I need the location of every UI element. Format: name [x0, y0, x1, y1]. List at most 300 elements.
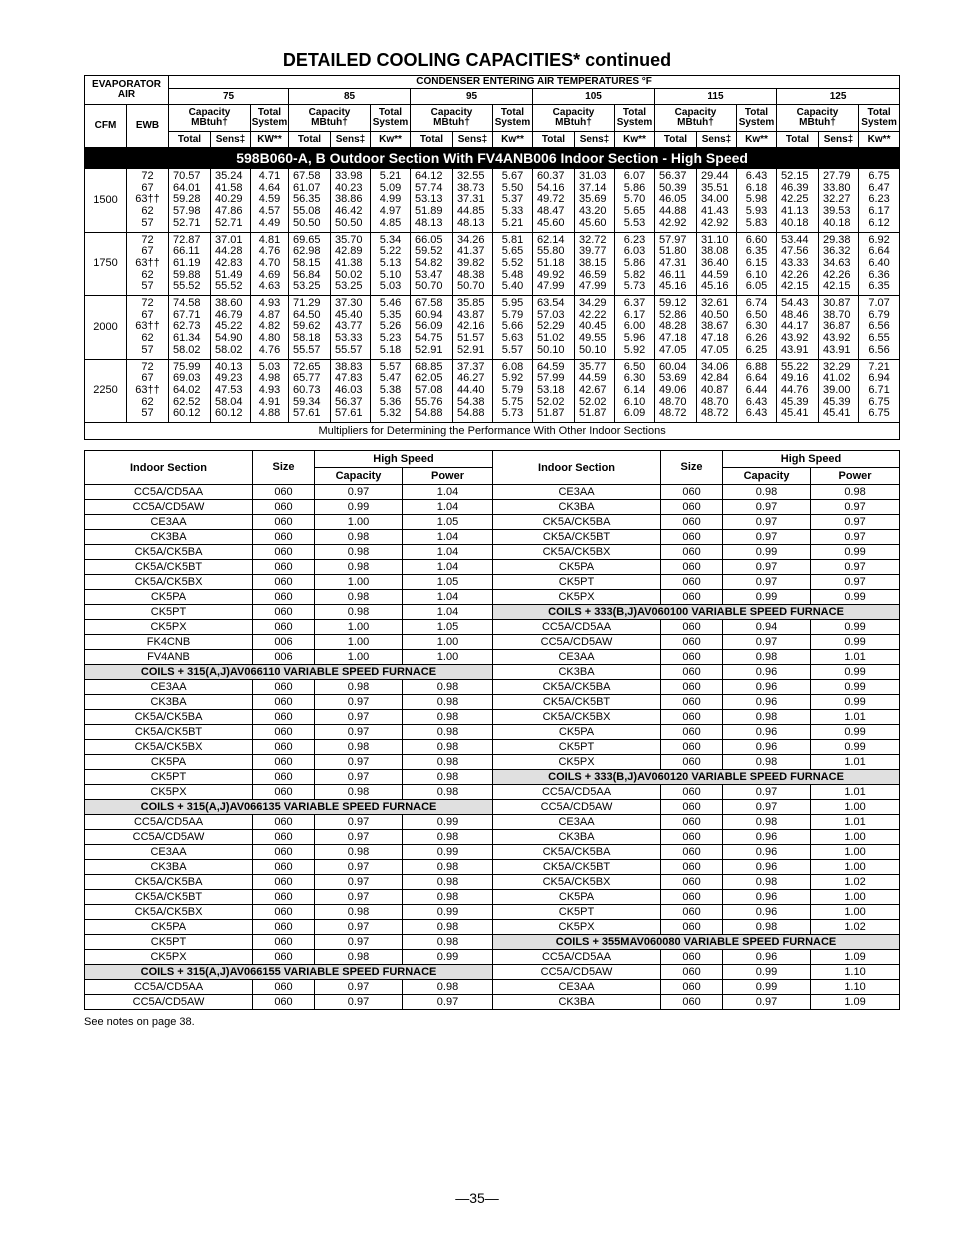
power-cell: 1.10	[811, 965, 900, 980]
indoor-section-cell: CK5A/CK5BT	[493, 530, 661, 545]
data-cell: 6.09	[623, 407, 646, 420]
data-cell: 50.10	[537, 343, 565, 356]
data-cell: 39.53	[823, 205, 851, 218]
data-cell: 64.50	[293, 308, 321, 321]
capacity-cell: 0.96	[723, 845, 811, 860]
multiplier-row	[85, 710, 900, 725]
capacity-values	[331, 359, 371, 423]
indoor-section-cell: CK5A/CK5BT	[85, 890, 253, 905]
data-cell: 41.02	[823, 372, 851, 385]
sens-subheader: Sens‡	[575, 132, 615, 148]
data-cell: 57.61	[335, 407, 363, 420]
data-cell: 6.64	[868, 245, 890, 258]
data-cell: 55.57	[335, 343, 363, 356]
data-cell: 47.56	[781, 245, 809, 258]
data-cell: 44.28	[215, 245, 243, 258]
size-header: Size	[253, 451, 315, 485]
data-cell: 47.99	[537, 280, 565, 293]
multiplier-row	[85, 485, 900, 500]
kw-values	[251, 169, 289, 233]
data-cell: 6.05	[745, 280, 768, 293]
data-cell: 49.06	[659, 383, 687, 396]
indoor-section-cell: CE3AA	[85, 680, 253, 695]
data-cell: 56.37	[659, 170, 687, 182]
data-cell: 6.94	[868, 372, 890, 385]
ewb-value: 57	[141, 343, 154, 356]
data-cell: 54.75	[415, 332, 443, 345]
data-cell: 71.29	[293, 297, 321, 310]
capacity-values	[655, 232, 697, 296]
size-cell: 060	[661, 500, 723, 515]
indoor-section-cell: CK5A/CK5BX	[85, 575, 253, 590]
kw-values	[737, 232, 777, 296]
capacity-header: Capacity MBtuh†	[533, 105, 615, 132]
sens-subheader: Sens‡	[211, 132, 251, 148]
data-cell: 6.50	[745, 308, 768, 321]
data-cell: 60.12	[215, 407, 243, 420]
multiplier-row	[85, 590, 900, 605]
data-cell: 43.91	[781, 343, 809, 356]
capacity-values	[211, 232, 251, 296]
data-cell: 31.03	[579, 170, 607, 182]
data-cell: 62.05	[415, 372, 443, 385]
capacity-values	[777, 232, 819, 296]
size-cell: 060	[253, 560, 315, 575]
indoor-section-cell: CK5PA	[85, 920, 253, 935]
capacity-values	[453, 169, 493, 233]
data-cell: 52.02	[537, 395, 565, 408]
data-cell: 66.11	[173, 245, 200, 258]
data-cell: 5.26	[379, 320, 402, 333]
multiplier-row	[85, 905, 900, 920]
multipliers-caption: Multipliers for Determining the Performance With Other Indoor Sections	[85, 423, 900, 440]
data-cell: 59.88	[173, 268, 201, 281]
capacity-values	[777, 169, 819, 233]
ewb-value: 67	[141, 181, 154, 194]
data-cell: 55.08	[293, 205, 321, 218]
data-cell: 64.12	[415, 170, 443, 182]
indoor-section-cell: CK5PT	[85, 935, 253, 950]
data-cell: 6.60	[745, 233, 768, 246]
data-cell: 57.61	[293, 407, 321, 420]
size-cell: 060	[661, 635, 723, 650]
multiplier-row	[85, 755, 900, 770]
indoor-section-cell: CK5PA	[85, 590, 253, 605]
size-cell: 060	[661, 860, 723, 875]
power-cell: 0.99	[811, 740, 900, 755]
data-cell: 45.22	[215, 320, 243, 333]
data-cell: 54.88	[415, 407, 443, 420]
size-cell: 060	[661, 530, 723, 545]
data-cell: 4.69	[258, 268, 281, 281]
data-cell: 41.43	[701, 205, 729, 218]
kw-values	[859, 296, 900, 360]
indoor-section-cell: CK5A/CK5BT	[493, 860, 661, 875]
data-cell: 52.02	[579, 395, 607, 408]
data-cell: 45.41	[823, 407, 851, 420]
multiplier-row	[85, 605, 900, 620]
data-cell: 46.79	[215, 308, 243, 321]
data-cell: 6.26	[745, 332, 768, 345]
data-cell: 29.44	[701, 170, 729, 182]
sens-subheader: Sens‡	[697, 132, 737, 148]
data-cell: 31.10	[701, 233, 729, 246]
data-cell: 6.75	[868, 170, 890, 182]
data-cell: 74.58	[173, 297, 201, 310]
indoor-section-cell: CE3AA	[493, 980, 661, 995]
size-cell: 060	[253, 500, 315, 515]
data-cell: 44.59	[579, 372, 607, 385]
data-cell: 36.32	[823, 245, 851, 258]
capacity-values	[411, 232, 453, 296]
capacity-values	[777, 296, 819, 360]
capacity-values	[211, 169, 251, 233]
data-cell: 6.43	[745, 395, 768, 408]
capacity-cell: 1.00	[315, 620, 403, 635]
capacity-values	[533, 296, 575, 360]
power-cell: 1.00	[403, 635, 493, 650]
indoor-section-cell: CK5PX	[85, 620, 253, 635]
capacity-cell: 0.97	[315, 725, 403, 740]
data-cell: 41.37	[457, 245, 485, 258]
data-cell: 38.60	[215, 297, 243, 310]
data-cell: 6.44	[745, 383, 768, 396]
data-cell: 42.83	[215, 256, 243, 269]
power-cell: 0.97	[811, 515, 900, 530]
power-cell: 0.99	[811, 665, 900, 680]
data-cell: 42.89	[335, 245, 363, 258]
total-subheader: Total	[533, 132, 575, 148]
data-cell: 58.04	[215, 395, 243, 408]
power-cell: 1.04	[403, 560, 493, 575]
kw-values	[371, 359, 411, 423]
data-cell: 4.63	[258, 280, 281, 293]
power-cell: 0.99	[811, 695, 900, 710]
cfm-value: 1750	[85, 232, 127, 296]
power-cell: 0.97	[811, 560, 900, 575]
data-cell: 33.98	[335, 170, 363, 182]
data-cell: 6.10	[745, 268, 768, 281]
capacity-cell: 0.97	[315, 755, 403, 770]
data-cell: 5.33	[501, 205, 524, 218]
indoor-section-cell: CK5PA	[493, 725, 661, 740]
data-cell: 30.87	[823, 297, 851, 310]
data-cell: 52.29	[537, 320, 565, 333]
data-cell: 34.06	[701, 360, 729, 373]
kw-values	[737, 359, 777, 423]
data-cell: 5.75	[501, 395, 524, 408]
capacity-values	[697, 232, 737, 296]
data-cell: 46.59	[579, 268, 607, 281]
data-cell: 52.15	[781, 170, 809, 182]
data-cell: 4.57	[258, 205, 281, 218]
data-cell: 6.18	[745, 181, 768, 194]
indoor-section-cell: CK5PA	[85, 755, 253, 770]
data-cell: 32.27	[823, 193, 851, 206]
data-cell: 38.70	[823, 308, 851, 321]
multiplier-row	[85, 620, 900, 635]
data-cell: 5.65	[501, 245, 524, 258]
size-cell: 060	[661, 890, 723, 905]
size-cell: 060	[253, 740, 315, 755]
indoor-section-cell: CK5A/CK5BX	[493, 545, 661, 560]
data-cell: 60.12	[173, 407, 201, 420]
data-cell: 5.18	[379, 343, 402, 356]
data-cell: 50.50	[335, 216, 363, 229]
multiplier-row	[85, 530, 900, 545]
data-cell: 5.38	[379, 383, 402, 396]
power-cell: 1.04	[403, 485, 493, 500]
capacity-cell: 0.97	[315, 860, 403, 875]
total-system-header: Total System	[493, 105, 533, 132]
data-cell: 5.65	[623, 205, 646, 218]
data-cell: 5.53	[623, 216, 646, 229]
data-cell: 70.57	[173, 170, 201, 182]
power-cell: 0.99	[811, 680, 900, 695]
multiplier-row	[85, 995, 900, 1010]
size-cell: 060	[661, 950, 723, 965]
data-cell: 51.02	[537, 332, 565, 345]
power-header: Power	[811, 468, 900, 485]
power-header: Power	[403, 468, 493, 485]
kw-subheader: KW**	[251, 132, 289, 148]
furnace-heading: COILS + 315(A,J)AV066110 VARIABLE SPEED FURNACE	[85, 665, 493, 680]
data-cell: 6.56	[868, 343, 890, 356]
data-cell: 43.92	[781, 332, 809, 345]
data-cell: 57.74	[415, 181, 443, 194]
multipliers-table	[84, 450, 900, 1010]
furnace-heading: COILS + 355MAV060080 VARIABLE SPEED FURNACE	[493, 935, 900, 950]
data-cell: 5.46	[379, 297, 402, 310]
data-cell: 40.87	[701, 383, 729, 396]
data-cell: 59.52	[415, 245, 443, 258]
kw-subheader: Kw**	[615, 132, 655, 148]
power-cell: 0.98	[403, 875, 493, 890]
data-cell: 5.79	[501, 383, 524, 396]
size-cell: 060	[661, 905, 723, 920]
size-header: Size	[661, 451, 723, 485]
kw-values	[251, 296, 289, 360]
capacity-values	[697, 296, 737, 360]
indoor-section-cell: CC5A/CD5AA	[85, 485, 253, 500]
ewb-value: 63††	[135, 256, 160, 269]
high-speed-header: High Speed	[315, 451, 493, 468]
indoor-section-cell: CK5A/CK5BA	[493, 680, 661, 695]
capacity-values	[819, 359, 859, 423]
data-cell: 37.30	[335, 297, 363, 310]
size-cell: 060	[253, 845, 315, 860]
data-cell: 44.40	[457, 383, 485, 396]
size-cell: 060	[253, 920, 315, 935]
indoor-section-cell: CC5A/CD5AA	[493, 950, 661, 965]
capacity-cell: 0.98	[723, 875, 811, 890]
power-cell: 0.99	[403, 845, 493, 860]
data-cell: 58.15	[293, 256, 321, 269]
capacity-cell: 1.00	[315, 635, 403, 650]
data-cell: 4.98	[258, 372, 281, 385]
data-cell: 42.92	[659, 216, 687, 229]
size-cell: 060	[253, 770, 315, 785]
size-cell: 060	[661, 710, 723, 725]
data-cell: 5.92	[623, 343, 646, 356]
indoor-section-cell: CK3BA	[85, 530, 253, 545]
kw-values	[251, 232, 289, 296]
data-cell: 4.82	[258, 320, 281, 333]
ewb-value: 63††	[135, 320, 160, 333]
data-cell: 75.99	[173, 360, 201, 373]
data-cell: 5.79	[501, 308, 524, 321]
data-cell: 5.21	[501, 216, 524, 229]
size-cell: 060	[253, 755, 315, 770]
data-cell: 46.39	[781, 181, 809, 194]
ewb-value: 57	[141, 407, 154, 420]
cfm-group-row	[85, 169, 900, 233]
indoor-section-cell: CC5A/CD5AA	[85, 815, 253, 830]
total-system-header: Total System	[615, 105, 655, 132]
data-cell: 5.09	[379, 181, 402, 194]
data-cell: 5.22	[379, 245, 402, 258]
capacity-cell: 0.97	[315, 815, 403, 830]
data-cell: 34.26	[457, 233, 485, 246]
indoor-section-cell: CC5A/CD5AW	[85, 995, 253, 1010]
power-cell: 0.98	[403, 740, 493, 755]
indoor-section-cell: CK3BA	[493, 995, 661, 1010]
data-cell: 64.01	[173, 181, 201, 194]
data-cell: 54.38	[457, 395, 485, 408]
indoor-section-cell: CE3AA	[493, 650, 661, 665]
data-cell: 48.72	[659, 407, 687, 420]
indoor-section-cell: CE3AA	[493, 485, 661, 500]
data-cell: 5.50	[501, 181, 524, 194]
capacity-values	[819, 169, 859, 233]
data-cell: 45.39	[823, 395, 851, 408]
indoor-section-cell: CK5A/CK5BT	[85, 725, 253, 740]
indoor-section-cell: CC5A/CD5AA	[85, 980, 253, 995]
power-cell: 1.01	[811, 650, 900, 665]
furnace-heading: COILS + 315(A,J)AV066155 VARIABLE SPEED FURNACE	[85, 965, 493, 980]
kw-values	[615, 359, 655, 423]
data-cell: 55.22	[781, 360, 809, 373]
ewb-value: 67	[141, 372, 154, 385]
power-cell: 0.98	[403, 680, 493, 695]
capacity-values	[533, 359, 575, 423]
data-cell: 35.69	[579, 193, 607, 206]
capacity-cell: 0.98	[723, 920, 811, 935]
power-cell: 0.98	[403, 890, 493, 905]
power-cell: 0.98	[403, 920, 493, 935]
data-cell: 36.87	[823, 320, 851, 333]
data-cell: 6.10	[623, 395, 646, 408]
size-cell: 060	[253, 875, 315, 890]
capacity-values	[533, 232, 575, 296]
data-cell: 37.14	[579, 181, 607, 194]
furnace-heading: COILS + 315(A,J)AV066135 VARIABLE SPEED FURNACE	[85, 800, 493, 815]
cfm-header: CFM	[85, 105, 127, 148]
data-cell: 51.18	[537, 256, 565, 269]
size-cell: 060	[661, 995, 723, 1010]
capacity-values	[289, 169, 331, 233]
size-cell: 060	[253, 860, 315, 875]
power-cell: 0.98	[403, 980, 493, 995]
data-cell: 40.18	[781, 216, 809, 229]
data-cell: 47.53	[215, 383, 243, 396]
capacity-cell: 0.98	[315, 545, 403, 560]
data-cell: 60.37	[537, 170, 565, 182]
indoor-section-cell: CK5PX	[493, 920, 661, 935]
capacity-cell: 0.97	[723, 785, 811, 800]
data-cell: 34.29	[579, 297, 607, 310]
data-cell: 5.52	[501, 256, 524, 269]
total-system-header: Total System	[371, 105, 411, 132]
data-cell: 42.92	[701, 216, 729, 229]
data-cell: 6.36	[868, 268, 890, 281]
total-system-header: Total System	[859, 105, 900, 132]
data-cell: 6.30	[745, 320, 768, 333]
data-cell: 6.56	[868, 320, 890, 333]
data-cell: 4.64	[258, 181, 281, 194]
ewb-value: 57	[141, 216, 154, 229]
indoor-section-cell: CK3BA	[493, 830, 661, 845]
kw-values	[859, 169, 900, 233]
power-cell: 1.09	[811, 950, 900, 965]
ewb-values	[127, 232, 169, 296]
power-cell: 1.01	[811, 710, 900, 725]
ewb-value: 62	[141, 205, 154, 218]
size-cell: 060	[661, 755, 723, 770]
kw-values	[859, 359, 900, 423]
size-cell: 060	[253, 575, 315, 590]
capacity-cell: 0.99	[723, 545, 811, 560]
size-cell: 006	[253, 635, 315, 650]
temp-header: 75	[169, 89, 289, 105]
ewb-value: 72	[141, 297, 154, 310]
multiplier-row	[85, 560, 900, 575]
ewb-header: EWB	[127, 105, 169, 148]
data-cell: 6.43	[745, 407, 768, 420]
indoor-section-cell: CK5A/CK5BX	[85, 905, 253, 920]
data-cell: 6.15	[745, 256, 768, 269]
data-cell: 58.02	[173, 343, 201, 356]
capacity-cell: 0.96	[723, 740, 811, 755]
temp-header: 125	[777, 89, 900, 105]
ewb-value: 72	[141, 360, 154, 373]
data-cell: 5.96	[623, 332, 646, 345]
power-cell: 0.98	[403, 785, 493, 800]
capacity-cell: 0.99	[723, 965, 811, 980]
power-cell: 1.00	[811, 800, 900, 815]
capacity-header: Capacity MBtuh†	[655, 105, 737, 132]
indoor-section-cell: CC5A/CD5AW	[493, 635, 661, 650]
data-cell: 57.08	[415, 383, 443, 396]
data-cell: 62.98	[293, 245, 321, 258]
power-cell: 1.00	[811, 845, 900, 860]
data-cell: 5.83	[745, 216, 768, 229]
data-cell: 6.71	[868, 383, 890, 396]
data-cell: 50.50	[293, 216, 321, 229]
capacity-cell: 0.98	[315, 785, 403, 800]
capacity-values	[575, 169, 615, 233]
multiplier-row	[85, 740, 900, 755]
data-cell: 53.18	[537, 383, 565, 396]
data-cell: 32.61	[701, 297, 729, 310]
capacity-values	[655, 169, 697, 233]
data-cell: 51.87	[579, 407, 607, 420]
size-cell: 060	[253, 710, 315, 725]
data-cell: 5.98	[745, 193, 768, 206]
data-cell: 51.89	[415, 205, 443, 218]
multiplier-row	[85, 965, 900, 980]
capacity-header: Capacity	[723, 468, 811, 485]
